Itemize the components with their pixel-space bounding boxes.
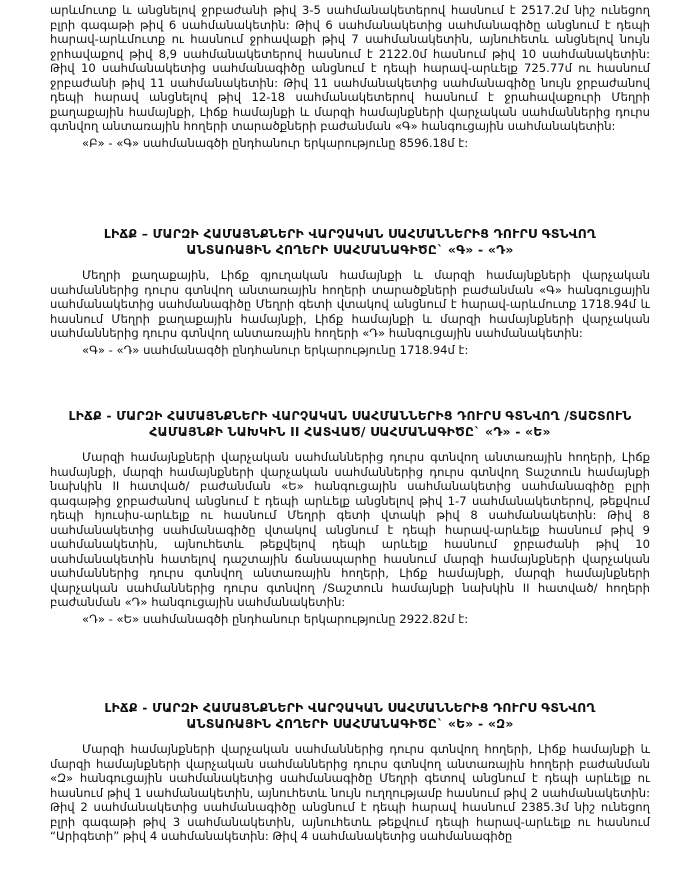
section-g-d	[50, 226, 650, 358]
section-e-z-heading-line2: ԱՆՏԱՌԱՅԻՆ ՀՈՂԵՐԻ ՍԱՀՄԱՆԱԳԻԾԸ` «Ե» - «Զ»	[186, 716, 514, 731]
section-d-e-total-length: «Դ» - «Ե» սահմանագծի ընդհանուր երկարությունը 2922.82մ է:	[82, 611, 469, 626]
section-d-e	[50, 408, 650, 627]
section-d-e-heading-line2: ՀԱՄԱՅՆՔԻ ՆԱԽԿԻՆ II ՀԱՏՎԱԾ/ ՍԱՀՄԱՆԱԳԻԾԸ` «Դ» - «Ե»	[149, 424, 551, 439]
intro-section	[50, 3, 650, 151]
section-d-e-heading-line1: ԼԻՃՔ - ՄԱՐԶԻ ՀԱՄԱՅՆՔՆԵՐԻ ՎԱՐՉԱԿԱՆ ՍԱՀՄԱՆՆԵՐԻՑ ԴՈՒՐՍ ԳՏՆՎՈՂ /ՏԱՇՏՈՒՆ	[68, 408, 632, 423]
section-g-d-total-length: «Գ» - «Դ» սահմանագծի ընդհանուր երկարությունը 1718.94մ է:	[82, 342, 469, 357]
section-g-d-paragraph: Մեղրի քաղաքային, Լիճք գյուղական համայնքի և մարզի համայնքների վարչական սահմաններից դուրս գտնվող անտառային հողերի տարածքների բաժանման «Գ» հանգուցային սահմանակետից սահմանագիծը Մեղրի գետի վտակով անցնում է հարավ-արևմուտք 1718.94մ և հասնում Մեղրի քաղաքային համայնքի, Լիճք համայնքի և մարզի համայնքների վարչական սահմաններից դուրս գտնվող անտառային հողերի «Դ» հանգուցային սահմանակետին:	[50, 268, 650, 340]
section-e-z-paragraph: Մարզի համայնքների վարչական սահմաններից դուրս գտնվող հողերի, Լիճք համայնքի և մարզի համայնքների վարչական սահմաններից դուրս գտնվող անտառային հողերի բաժանման «Զ» հանգուցային սահմանակետից սահմանագիծը Մեղրի գետով անցնում է դեպի արևելք ու հասնում թիվ 1 սահմանակետին, այնուհետև նույն ուղղությամբ հասնում թիվ 2 սահմանակետին: Թիվ 2 սահմանակետից սահմանագիծը անցնում է դեպի հարավ հասնում 2385.3մ նիշ ունեցող բլրի գագաթի թիվ 3 սահմանակետին, այնուհետև թեքվում դեպի հարավ-արևելք ու հասնում “Արիգետի” թիվ 4 սահմանակետին: Թիվ 4 սահմանակետից սահմանագիծը	[50, 742, 650, 843]
intro-paragraph: արևմուտք և անցնելով ջրբաժանի թիվ 3-5 սահմանակետերով հասնում է 2517.2մ նիշ ունեցող բլրի գագաթի թիվ 6 սահմանակետին: Թիվ 6 սահմանակետից սահմանագիծը անցնում է դեպի հարավ-արևմուտք ու հասնում ջրհավաքի թիվ 7 սահմանակետին, այնուհետև անցնելով նույն ջրհավաքով թիվ 8,9 սահմանակետերով հասնում է 2122.0մ հասնում թիվ 10 սահմանակետին: Թիվ 10 սահմանակետից սահմանագիծը անցնում է դեպի հարավ-արևելք 725.77մ ու հասնում ջրբաժանի թիվ 11 սահմանակետին: Թիվ 11 սահմանակետից սահմանագիծը նույն ջրբաժանով դեպի հարավ անցնելով թիվ 12-18 սահմանակետերով հասնում է ջրահավաքուրի Մեղրի քաղաքային համայնքի, Լիճք համայնքի և մարզի համայնքների վարչական սահմաններից դուրս գտնվող անտառային հողերի տարածքների բաժանման «Գ» հանգուցային սահմանակետին:	[50, 3, 650, 133]
section-g-d-heading-line2: ԱՆՏԱՌԱՅԻՆ ՀՈՂԵՐԻ ՍԱՀՄԱՆԱԳԻԾԸ` «Գ» - «Դ»	[186, 242, 514, 257]
section-e-z	[50, 700, 650, 844]
section-g-d-heading-line1: ԼԻՃՔ – ՄԱՐԶԻ ՀԱՄԱՅՆՔՆԵՐԻ ՎԱՐՉԱԿԱՆ ՍԱՀՄԱՆՆԵՐԻՑ ԴՈՒՐՍ ԳՏՆՎՈՂ	[103, 226, 597, 241]
section-d-e-paragraph: Մարզի համայնքների վարչական սահմաններից դուրս գտնվող անտառային հողերի, Լիճք համայնքի, մարզի համայնքների վարչական սահմաններից դուրս գտնվող Տաշտուն համայնքի նախկին II հատված/ բաժանման «Ե» հանգուցային սահմանակետից սահմանագիծը բլրի գագաթից ջրբաժանով անցնում է դեպի արևելք անցնելով թիվ 1-7 սահմանակետերով, թեքվում դեպի հյուսիս-արևելք ու հասնում Մեղրի գետի վտակի թիվ 8 սահմանակետին: Թիվ 8 սահմանակետից սահմանագիծը վտակով անցնում է դեպի հարավ-արևելք հասնում թիվ 9 սահմանակետին, այնուհետև թեքվելով դեպի արևելք հասնում ջրբաժանի թիվ 10 սահմանակետին հատելով դաշտային ճանապարհը հասնում մարզի համայնքների վարչական սահմաններից դուրս գտնվող անտառային հողերի, Լիճք համայնքի, մարզի համայնքների վարչական սահմաններից դուրս գտնվող /Տաշտուն համայնքի նախկին II հատված/ հողերի բաժանման «Դ» հանգուցային սահմանակետին:	[50, 450, 650, 609]
section-e-z-heading-line1: ԼԻՃՔ - ՄԱՐԶԻ ՀԱՄԱՅՆՔՆԵՐԻ ՎԱՐՉԱԿԱՆ ՍԱՀՄԱՆՆԵՐԻՑ ԴՈՒՐՍ ԳՏՆՎՈՂ	[104, 700, 596, 715]
intro-total-length: «Բ» - «Գ» սահմանագծի ընդհանուր երկարությունը 8596.18մ է:	[82, 135, 469, 150]
